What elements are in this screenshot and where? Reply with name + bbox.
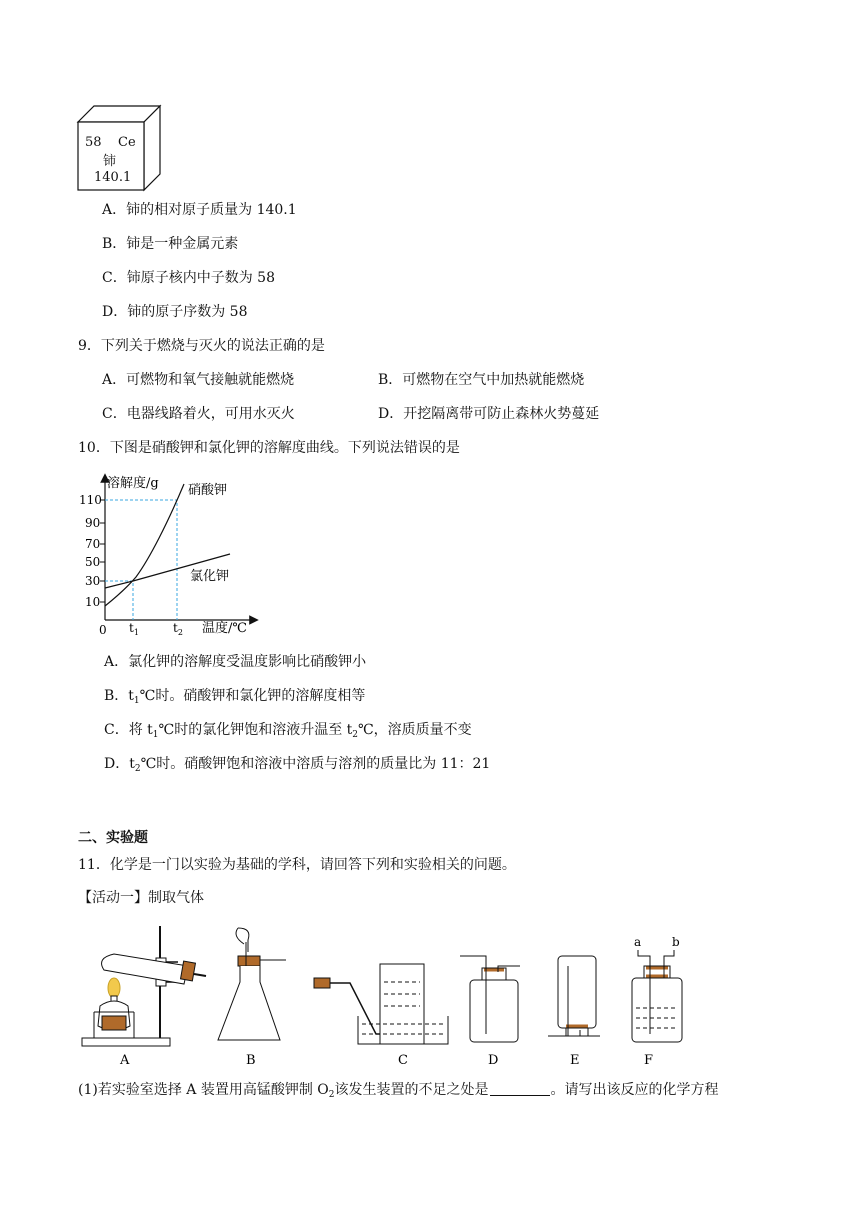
answer-blank[interactable] bbox=[490, 1081, 550, 1096]
element-mass: 140.1 bbox=[94, 170, 132, 185]
port-a: a bbox=[634, 935, 642, 949]
option-text: ℃时。硝酸钾饱和溶液中溶质与溶剂的质量比为 11：21 bbox=[140, 756, 491, 772]
y-tick-30: 30 bbox=[85, 574, 101, 588]
option-text: 开挖隔离带可防止森林火势蔓延 bbox=[403, 406, 600, 422]
option-text: 电器线路着火，可用水灭火 bbox=[126, 406, 295, 422]
activity-heading: 【活动一】制取气体 bbox=[78, 890, 204, 906]
y-tick-10: 10 bbox=[85, 595, 101, 609]
option-letter: D． bbox=[378, 406, 404, 422]
x-axis-label: 温度/℃ bbox=[202, 621, 247, 636]
option-letter: B． bbox=[102, 236, 127, 252]
subscript: 1 bbox=[133, 696, 140, 706]
question-text: (1)若实验室选择 A 装置用高锰酸钾制 O bbox=[78, 1082, 329, 1098]
series-label-kno3: 硝酸钾 bbox=[188, 483, 228, 498]
option-text: ℃，溶质质量不变 bbox=[358, 722, 472, 738]
question-text: 。请写出该反应的化学方程 bbox=[550, 1082, 719, 1098]
q8-option-d[interactable] bbox=[102, 302, 248, 322]
x-tick-t1: $t_1$ bbox=[129, 621, 139, 637]
option-text: B．t bbox=[104, 688, 134, 704]
y-tick-90: 90 bbox=[85, 516, 101, 530]
q8-option-b[interactable] bbox=[102, 234, 238, 254]
label-c: C bbox=[398, 1053, 408, 1068]
option-text: 铈原子核内中子数为 58 bbox=[126, 270, 275, 286]
option-letter: C． bbox=[102, 270, 127, 286]
subscript: 2 bbox=[328, 1090, 335, 1100]
apparatus-f bbox=[632, 950, 682, 1042]
q11-sub1 bbox=[78, 1080, 719, 1105]
option-text: 铈是一种金属元素 bbox=[126, 236, 239, 252]
option-text: C．将 t bbox=[104, 722, 153, 738]
q9-option-a[interactable] bbox=[102, 370, 294, 390]
option-text: 铈的相对原子质量为 140.1 bbox=[126, 202, 297, 218]
q10-option-c[interactable] bbox=[104, 720, 472, 745]
q10-option-d[interactable] bbox=[104, 754, 490, 779]
apparatus-c bbox=[314, 964, 448, 1044]
element-symbol: Ce bbox=[118, 135, 136, 150]
q9-option-b[interactable] bbox=[378, 370, 584, 390]
option-text: 铈的原子序数为 58 bbox=[127, 304, 248, 320]
label-b: B bbox=[246, 1053, 256, 1068]
option-text: 可燃物在空气中加热就能燃烧 bbox=[402, 372, 585, 388]
section-title: 二、实验题 bbox=[78, 830, 148, 846]
q8-option-a[interactable] bbox=[102, 200, 297, 220]
apparatus-a bbox=[82, 926, 206, 1046]
element-number: 58 bbox=[85, 135, 102, 150]
y-tick-110: 110 bbox=[79, 493, 102, 507]
y-tick-70: 70 bbox=[85, 537, 101, 551]
option-letter: D． bbox=[102, 304, 128, 320]
q9-option-c[interactable] bbox=[102, 404, 295, 424]
x-tick-0: 0 bbox=[99, 623, 107, 637]
subscript: 2 bbox=[352, 730, 359, 740]
apparatus-figure bbox=[78, 922, 698, 1072]
option-text: D．t bbox=[104, 756, 135, 772]
q9-option-d[interactable] bbox=[378, 404, 599, 424]
subscript: 2 bbox=[134, 764, 141, 774]
q10-option-a[interactable]: A．氯化钾的溶解度受温度影响比硝酸钾小 bbox=[104, 654, 367, 670]
y-axis-label: 溶解度/g bbox=[107, 476, 159, 491]
q11-stem: 11．化学是一门以实验为基础的学科，请回答下列和实验相关的问题。 bbox=[78, 857, 516, 873]
apparatus-b bbox=[218, 928, 286, 1040]
option-letter: B． bbox=[378, 372, 403, 388]
q9-stem: 9．下列关于燃烧与灭火的说法正确的是 bbox=[78, 338, 325, 354]
port-b: b bbox=[672, 935, 680, 949]
label-a: A bbox=[120, 1053, 130, 1068]
series-kno3-curve bbox=[105, 484, 184, 606]
apparatus-d bbox=[460, 956, 520, 1042]
solubility-chart bbox=[78, 472, 278, 638]
question-text: 该发生装置的不足之处是 bbox=[334, 1082, 489, 1098]
option-letter: A． bbox=[102, 202, 127, 218]
x-tick-t2: $t_2$ bbox=[173, 621, 183, 637]
option-letter: A． bbox=[102, 372, 127, 388]
label-d: D bbox=[488, 1053, 499, 1068]
option-letter: C． bbox=[102, 406, 127, 422]
element-name: 铈 bbox=[103, 154, 117, 169]
t2-guide bbox=[105, 500, 177, 620]
q10-stem: 10．下图是硝酸钾和氯化钾的溶解度曲线。下列说法错误的是 bbox=[78, 440, 460, 456]
apparatus-e bbox=[548, 956, 600, 1036]
option-text: 可燃物和氧气接触就能燃烧 bbox=[126, 372, 295, 388]
series-label-kcl: 氯化钾 bbox=[190, 569, 230, 584]
option-text: ℃时的氯化钾饱和溶液升温至 t bbox=[158, 722, 353, 738]
option-text: ℃时。硝酸钾和氯化钾的溶解度相等 bbox=[139, 688, 366, 704]
q10-option-b[interactable] bbox=[104, 686, 365, 711]
label-e: E bbox=[570, 1053, 580, 1068]
subscript: 1 bbox=[152, 730, 159, 740]
y-tick-50: 50 bbox=[85, 555, 101, 569]
label-f: F bbox=[644, 1053, 654, 1068]
q8-option-c[interactable] bbox=[102, 268, 275, 288]
